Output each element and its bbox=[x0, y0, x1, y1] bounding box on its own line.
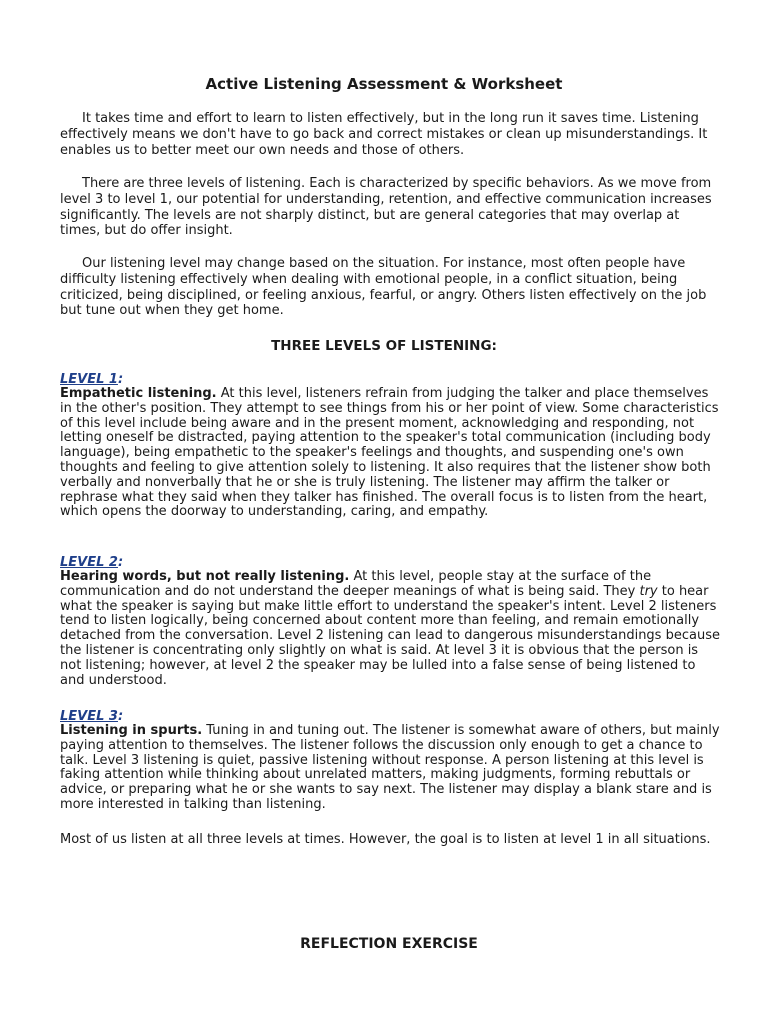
level-1-label bbox=[60, 372, 720, 387]
level-1-lead: Empathetic listening. bbox=[60, 386, 217, 401]
level-2-emphasis: try bbox=[639, 583, 658, 599]
closing-paragraph: Most of us listen at all three levels at times. However, the goal is to listen at level 1 in all situations. bbox=[60, 832, 711, 847]
level-1-label-text: LEVEL 1 bbox=[60, 372, 118, 387]
document-title: Active Listening Assessment & Worksheet bbox=[205, 75, 563, 93]
level-3-label bbox=[60, 709, 720, 724]
level-3-section bbox=[60, 709, 720, 813]
level-2-section bbox=[60, 555, 720, 688]
level-1-body: At this level, listeners refrain from judging the talker and place themselves in the other's position. They attempt to see things from his or her point of view. Some characteristics of this level include being aware and in the present moment, acknowledging and responding, not letting oneself be distracted, paying attention to the speaker's total communication (including body language), being empathetic to the speaker's feelings and thoughts, and suspending one's own thoughts and feeling to give attention solely to listening. It also requires that the listener show both verbally and nonverbally that he or she is truly listening. The listener may affirm the talker or rephrase what they said when they talker has finished. The overall focus is to listen from the heart, which opens the doorway to understanding, caring, and empathy. bbox=[60, 386, 719, 520]
reflection-heading: REFLECTION EXERCISE bbox=[300, 936, 478, 952]
level-2-label-colon: : bbox=[117, 555, 124, 570]
level-2-label-text: LEVEL 2 bbox=[60, 555, 118, 570]
level-3-label-colon: : bbox=[117, 709, 124, 724]
intro-paragraph-2: There are three levels of listening. Each is characterized by specific behaviors. As we move from level 3 to level 1, our potential for understanding, retention, and effective communication increases significantly. The levels are not sharply distinct, but are general categories that may overlap at times, but do offer insight. bbox=[60, 176, 712, 239]
level-2-label bbox=[60, 555, 720, 570]
level-1-label-colon: : bbox=[117, 372, 124, 387]
level-3-body: Tuning in and tuning out. The listener is somewhat aware of others, but mainly paying attention to themselves. The listener follows the discussion only enough to get a chance to talk. Level 3 listening is quiet, passive listening without response. A person listening at this level is faking attention while thinking about unrelated matters, making judgments, forming rebuttals or advice, or preparing what he or she wants to say next. The listener may display a blank stare and is more interested in talking than listening. bbox=[60, 723, 720, 812]
level-2-body-end: to hear what the speaker is saying but make little effort to understand the speaker's intent. Level 2 listeners tend to listen logically, being concerned about content more than feeling, and remain emotionally detached from the conversation. Level 2 listening can lead to dangerous misunderstandings because the listener is concentrating only slightly on what is said. At level 3 it is obvious that the person is not listening; however, at level 2 the speaker may be lulled into a false sense of being listened to and understood. bbox=[60, 583, 720, 688]
level-2-lead: Hearing words, but not really listening. bbox=[60, 569, 350, 584]
intro-paragraph-1: It takes time and effort to learn to listen effectively, but in the long run it saves time. Listening effectively means we don't have to go back and correct mistakes or clean up misunderstandings. It enables us to better meet our own needs and those of others. bbox=[60, 111, 708, 158]
intro-paragraph-3: Our listening level may change based on the situation. For instance, most often people have difficulty listening effectively when dealing with emotional people, in a conflict situation, being criticized, being disciplined, or feeling anxious, fearful, or angry. Others listen effectively on the job but tune out when they get home. bbox=[60, 256, 707, 319]
level-3-label-text: LEVEL 3 bbox=[60, 709, 118, 724]
level-2-body-start: At this level, people stay at the surface of the communication and do not understand the deeper meanings of what is being said. They bbox=[60, 569, 652, 599]
level-3-lead: Listening in spurts. bbox=[60, 723, 203, 738]
level-1-section bbox=[60, 372, 720, 520]
section-heading: THREE LEVELS OF LISTENING: bbox=[271, 338, 497, 354]
